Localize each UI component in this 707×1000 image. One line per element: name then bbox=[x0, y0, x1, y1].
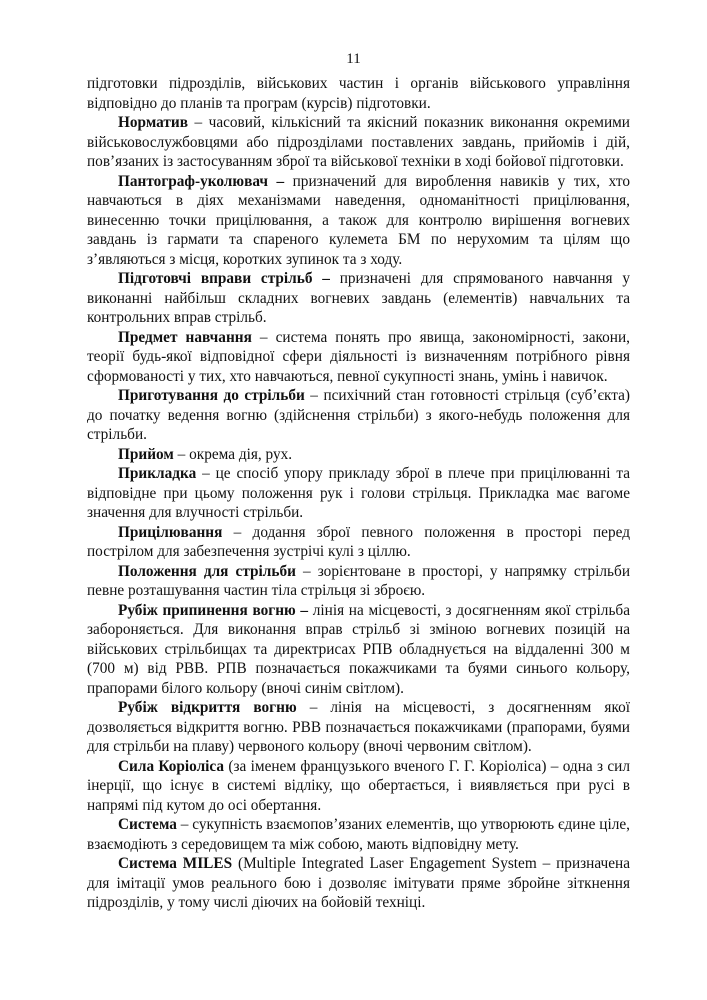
document-body bbox=[87, 74, 630, 913]
definition-pryiom bbox=[87, 445, 630, 465]
paragraph-text: підготовки підрозділів, військових частин і органів військового управління відповідно до планів та програм (курсів) підготовки. bbox=[87, 75, 630, 112]
term: Прицілювання bbox=[118, 523, 223, 541]
term: Положення для стрільби bbox=[118, 562, 296, 580]
page-number: 11 bbox=[346, 51, 361, 67]
definition-text: – зорієнтоване в просторі, у напрямку стрільби певне розташування частин тіла стрільця зі зброєю. bbox=[87, 562, 631, 599]
definition-text: – лінія на місцевості, з досягненням якої дозволяється відкриття вогню. РВВ позначається покажчиками (прапорами, буями для стрільби на плаву) червоного кольору (вночі червоним світлом). bbox=[87, 699, 631, 755]
term: Предмет навчання bbox=[118, 328, 252, 346]
definition-text: (Multiple Integrated Laser Engagement System – призначена для імітації умов реального бою і дозволяє імітувати пряме збройне зіткнення підрозділів, у тому числі діючих на бойовій техніці. bbox=[87, 855, 631, 911]
definition-systema-miles bbox=[87, 854, 630, 913]
term: Приготування до стрільби bbox=[118, 387, 305, 404]
definition-text: (за іменем французького вченого Г. Г. Коріоліса) – одна з сил інерції, що існує в системі відліку, що обертається, і виявляється при русі в напрямі під кутом до осі обертання. bbox=[87, 757, 630, 814]
term: Система MILES bbox=[118, 855, 233, 872]
definition-pidhotovchi-vpravy bbox=[87, 269, 630, 328]
definition-syla-koriolisa bbox=[87, 757, 630, 816]
definition-text: – це спосіб упору прикладу зброї в плече при прицілюванні та відповідне при цьому положення рук і голови стрільця. Прикладка має вагоме значення для влучності стрільби. bbox=[87, 465, 630, 521]
definition-text: – додання зброї певного положення в просторі перед пострілом для забезпечення зустрічі кулі з ціллю. bbox=[87, 523, 630, 560]
paragraph-continuation bbox=[87, 74, 630, 113]
definition-normatyv bbox=[87, 113, 630, 172]
definition-prykladka bbox=[87, 464, 630, 523]
definition-systema bbox=[87, 815, 630, 854]
definition-pryhotuvannia bbox=[87, 386, 630, 445]
term: Сила Коріоліса bbox=[118, 757, 225, 775]
definition-text: призначений для вироблення навиків у тих, хто навчаються в діях механізмами наведення, одноманітності прицілювання, винесенню точки прицілювання, а також для контролю вирішення вогневих завдань із гармати та спареного кулемета БМ по нерухомим та цілям що з’являються з місця, коротких зупинок та з ходу. bbox=[87, 172, 631, 268]
definition-rubizh-vidkryttia bbox=[87, 698, 630, 757]
term: Підготовчі вправи стрільб – bbox=[118, 270, 330, 287]
definition-rubizh-prypynennia bbox=[87, 601, 630, 699]
term: Система bbox=[118, 816, 177, 833]
definition-predmet-navchannia bbox=[87, 328, 630, 387]
term: Пантограф-уколювач – bbox=[118, 172, 285, 190]
definition-text: – окрема дія, рух. bbox=[173, 445, 293, 463]
term: Прикладка bbox=[118, 465, 197, 482]
definition-pantohraf bbox=[87, 172, 630, 270]
definition-text: лінія на місцевості, з досягненням якої стрільба забороняється. Для виконання вправ стрільб зі зміною вогневих позицій на військових стрільбищах та директрисах РПВ обладнується на віддаленні 300 м (700 м) від РВВ. РПВ позначається покажчиками та буями синього кольору, прапорами білого кольору (вночі синім світлом). bbox=[87, 601, 630, 697]
definition-text: – система понять про явища, закономірності, закони, теорії будь-якої відповідної сфери діяльності із визначенням потрібного рівня сформованості у тих, хто навчаються, певної сукупності знань, умінь і навичок. bbox=[87, 328, 630, 385]
definition-text: призначені для спрямованого навчання у виконанні найбільш складних вогневих завдань (елементів) навчальних та контрольних вправ стрільб. bbox=[87, 270, 630, 326]
term: Рубіж припинення вогню – bbox=[118, 601, 309, 619]
definition-text: – психічний стан готовності стрільця (суб’єкта) до початку ведення вогню (здійснення стрільби) з якого-небудь положення для стрільби. bbox=[87, 387, 631, 443]
definition-text: – сукупність взаємопов’язаних елементів, що утворюють єдине ціле, взаємодіють з середовищем та між собою, мають відповідну мету. bbox=[87, 816, 630, 853]
term: Норматив bbox=[118, 114, 188, 131]
definition-text: – часовий, кількісний та якісний показник виконання окремими військовослужбовцями або підрозділами поставлених завдань, прийомів і дій, пов’язаних із застосуванням зброї та військової техніки в ході бойової підготовки. bbox=[87, 114, 630, 170]
definition-prytsiliuvannia bbox=[87, 523, 630, 562]
definition-polozhennia bbox=[87, 562, 630, 601]
term: Рубіж відкриття вогню bbox=[118, 699, 297, 716]
term: Прийом bbox=[118, 445, 174, 463]
